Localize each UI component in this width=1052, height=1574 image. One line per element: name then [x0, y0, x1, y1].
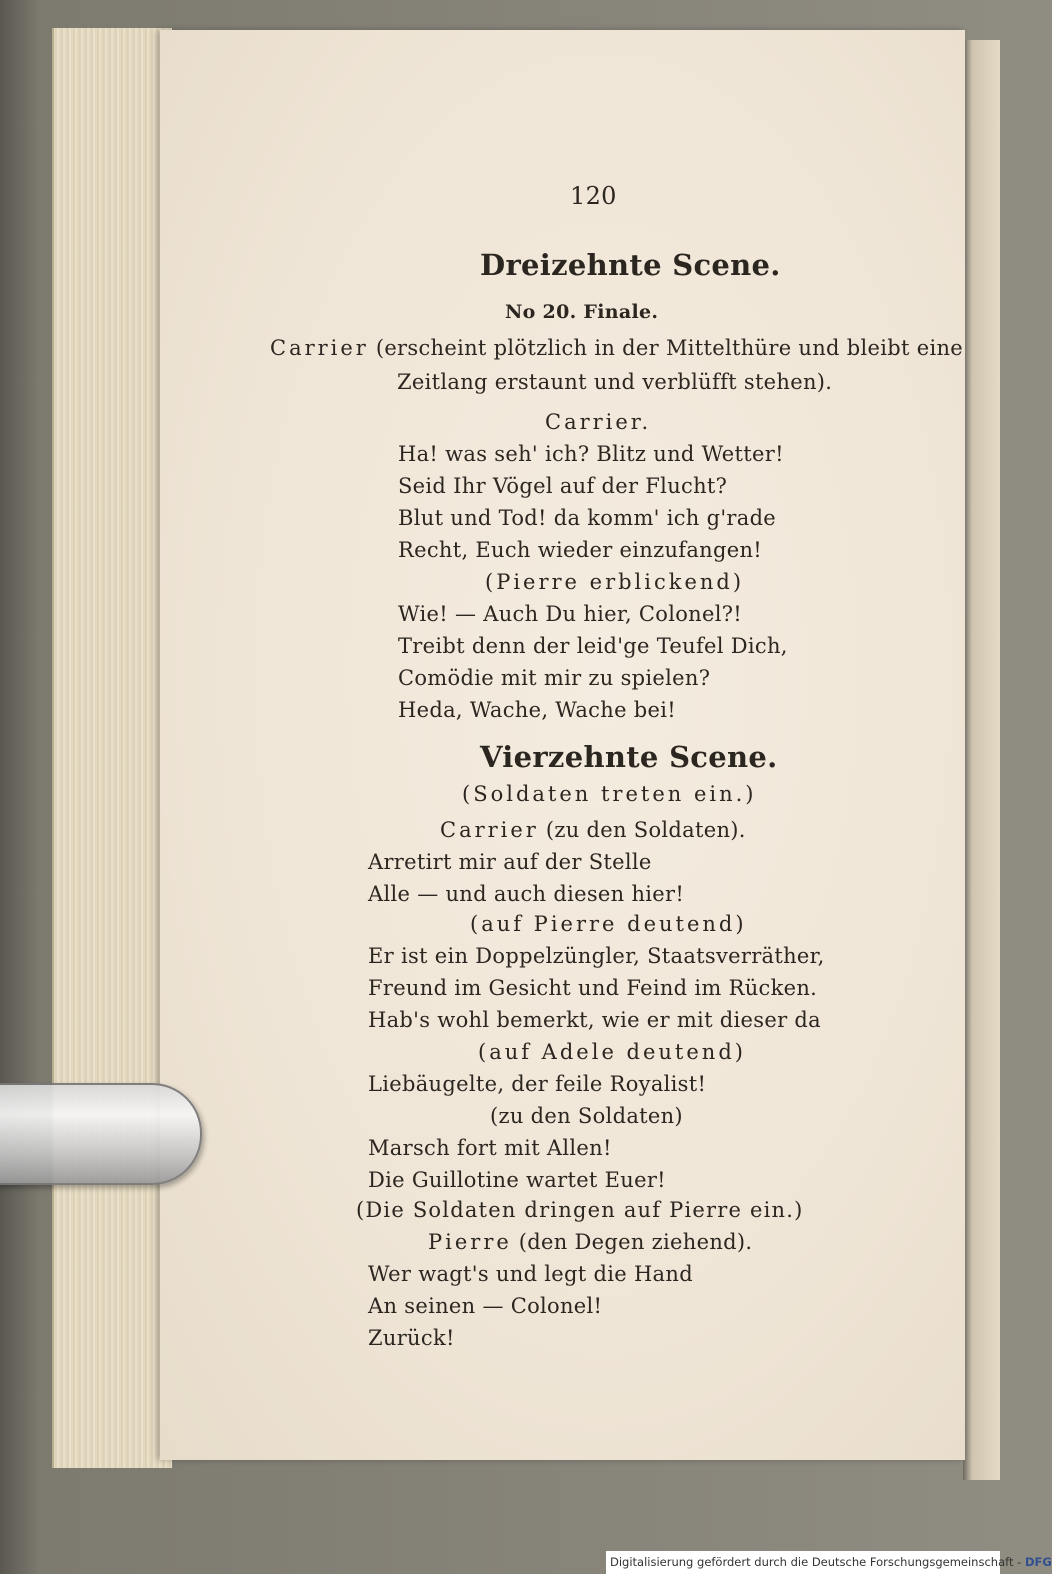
verse-line: Marsch fort mit Allen!	[368, 1136, 612, 1160]
verse-line: Arretirt mir auf der Stelle	[368, 850, 652, 874]
verse-line: Alle — und auch diesen hier!	[368, 882, 685, 906]
musical-number: No 20. Finale.	[505, 301, 659, 323]
speaker-heading: Carrier (zu den Soldaten).	[440, 818, 746, 842]
verse-line: Comödie mit mir zu spielen?	[398, 666, 711, 690]
page-edges	[52, 28, 172, 1468]
verse-line: Hab's wohl bemerkt, wie er mit dieser da	[368, 1008, 821, 1032]
speaker-name: Carrier	[270, 336, 369, 360]
speaker-heading: Carrier.	[545, 410, 652, 434]
verse-line: Er ist ein Doppelzüngler, Staatsverräther,	[368, 944, 825, 968]
page-number: 120	[570, 182, 617, 210]
verse-line: Recht, Euch wieder einzufangen!	[398, 538, 763, 562]
digitization-footer	[606, 1551, 1052, 1574]
scene-13-heading: Dreizehnte Scene.	[480, 248, 781, 282]
speaker-name: Carrier	[440, 818, 539, 842]
verse-line: An seinen — Colonel!	[368, 1294, 603, 1318]
stage-direction-line: Carrier (erscheint plötzlich in der Mittelthüre und bleibt eine	[270, 336, 964, 360]
verse-line: Blut und Tod! da komm' ich g'rade	[398, 506, 777, 530]
stage-direction: (Pierre erblickend)	[485, 570, 745, 594]
verse-line: Zurück!	[368, 1326, 455, 1350]
dfg-logo: DFG	[1024, 1555, 1052, 1569]
scene-14-heading: Vierzehnte Scene.	[480, 740, 778, 774]
stage-direction: (Die Soldaten dringen auf Pierre ein.)	[356, 1198, 804, 1222]
verse-line: Wie! — Auch Du hier, Colonel?!	[398, 602, 743, 626]
verse-line: Wer wagt's und legt die Hand	[368, 1262, 693, 1286]
stage-direction: (Soldaten treten ein.)	[462, 782, 757, 806]
verse-line: Treibt denn der leid'ge Teufel Dich,	[398, 634, 788, 658]
stage-direction: (auf Adele deutend)	[478, 1040, 746, 1064]
verse-line: Freund im Gesicht und Feind im Rücken.	[368, 976, 818, 1000]
page-clip	[0, 1083, 202, 1185]
verse-line: Heda, Wache, Wache bei!	[398, 698, 676, 722]
verse-line: Die Guillotine wartet Euer!	[368, 1168, 666, 1192]
verse-line: Liebäugelte, der feile Royalist!	[368, 1072, 707, 1096]
verse-line: Seid Ihr Vögel auf der Flucht?	[398, 474, 728, 498]
facing-page-edge	[963, 40, 1000, 1480]
speaker-heading: Pierre (den Degen ziehend).	[428, 1230, 753, 1254]
stage-direction: (auf Pierre deutend)	[470, 912, 747, 936]
stage-direction-line: Zeitlang erstaunt und verblüfft stehen).	[397, 370, 833, 394]
speaker-name: Pierre	[428, 1230, 512, 1254]
book-page	[160, 30, 965, 1460]
footer-text: Digitalisierung gefördert durch die Deutsche Forschungsgemeinschaft -	[610, 1555, 1025, 1569]
stage-direction: (zu den Soldaten)	[490, 1104, 683, 1128]
verse-line: Ha! was seh' ich? Blitz und Wetter!	[398, 442, 784, 466]
